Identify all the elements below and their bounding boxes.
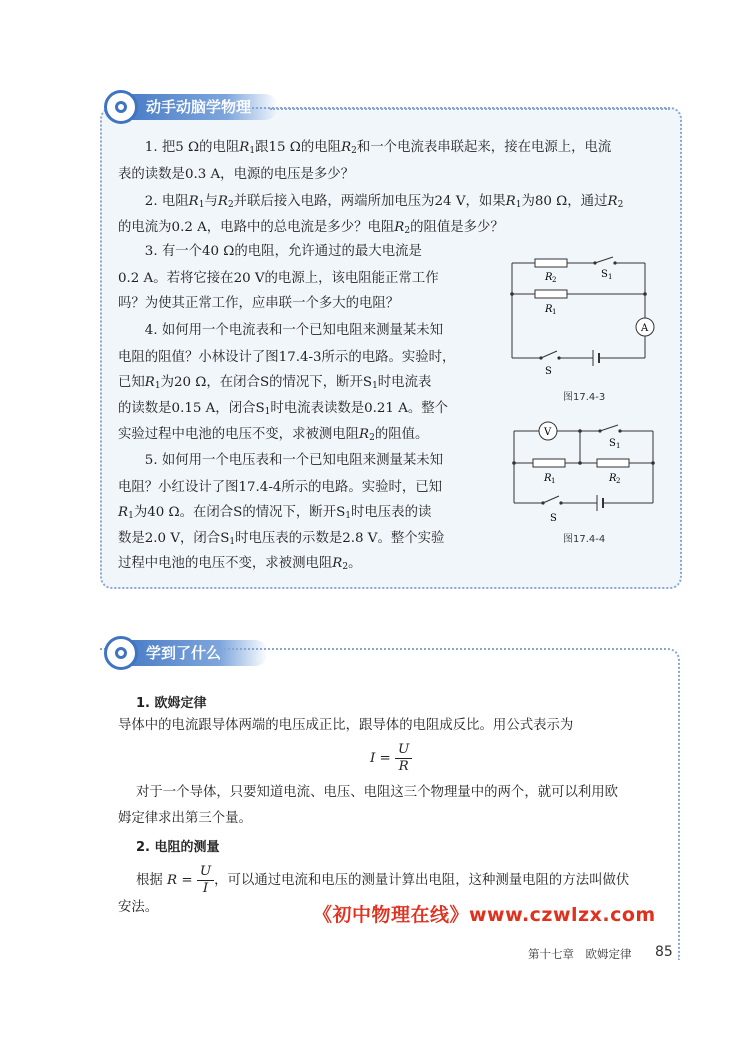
label-s1: S [601,269,608,280]
ohms-law-equation: I = $\frac{U}{R}$ [370,742,412,775]
circuit-diagram-17-4-4 [505,415,665,525]
fig2-label-r2-sub: 2 [616,477,621,485]
voltmeter-label: V [544,427,552,438]
label-r1-sub: 1 [552,308,557,316]
fig2-label-s1-sub: 1 [616,442,621,450]
page-number: 85 [655,944,673,960]
figure-caption-17-4-4: 图17.4-4 [563,534,606,545]
heading-ohms-law: 1. 欧姆定律 [136,696,207,711]
question-2: 2. 电阻$R_1$与$R_2$并联后接入电路，两端所加电压为24 V，如果$R_1$为80 Ω，通过$R_2$ [144,194,624,210]
fig2-label-s1: S [609,438,616,449]
question-5: 5. 如何用一个电压表和一个已知电阻来测量某未知 [144,453,444,468]
watermark: 《初中物理在线》www.czwlzx.com [313,904,656,926]
question-4: 4. 如何用一个电流表和一个已知电阻来测量某未知 [144,323,444,338]
question-4-line2: 电阻的阻值？小林设计了图17.4-3所示的电路。实验时， [118,350,456,365]
label-r1: R [545,304,553,315]
question-4-line5: 实验过程中电池的电压不变，求被测电阻$R_2$的阻值。 [118,427,429,443]
heading-resistance-measurement: 2. 电阻的测量 [136,840,220,855]
question-1-cont: 表的读数是0.3 A，电源的电压是多少？ [118,167,355,182]
figure-caption-17-4-3: 图17.4-3 [563,392,606,403]
ohms-law-note: 对于一个导体，只要知道电流、电压、电阻这三个物理量中的两个，就可以利用欧 [136,785,619,800]
voltammetry-paragraph-cont: 安法。 [118,900,159,915]
label-s: S [545,366,552,377]
question-5-line5: 过程中电池的电压不变，求被测电阻$R_2$。 [118,556,362,572]
chapter-footer: 第十七章 欧姆定律 [528,947,632,961]
check-pencil-icon [104,636,138,670]
ohms-law-note-cont: 姆定律求出第三个量。 [118,811,252,826]
fig2-label-r2: R [609,473,617,484]
question-3-line3: 吗？为使其正常工作，应串联一个多大的电阻？ [118,296,400,311]
question-3: 3. 有一个40 Ω的电阻，允许通过的最大电流是 [144,244,422,259]
label-r2-sub: 2 [552,276,557,284]
fig2-label-r1-sub: 1 [551,477,556,485]
question-1: 1. 把5 Ω的电阻$R_1$跟15 Ω的电阻$R_2$和一个电流表串联起来，接在电源上，电流 [144,140,612,156]
fig2-label-s: S [550,513,557,524]
question-5-line4: 数是2.0 V，闭合$S_1$时电压表的示数是2.8 V。整个实验 [118,531,445,547]
header-divider [270,108,670,110]
ammeter-label: A [641,323,649,334]
voltammetry-paragraph: 根据 R = $\frac{U}{I}$ ，可以通过电流和电压的测量计算出电阻，这种测量电阻的方法叫做伏 [136,864,630,896]
section-title: 动手动脑学物理 [146,98,252,116]
question-5-line2: 电阻？小红设计了图17.4-4所示的电路。实验时，已知 [118,480,443,495]
label-r2: R [545,272,553,283]
question-5-line3: $R_1$为40 Ω。在闭合S的情况下，断开$S_1$时电压表的读 [118,505,432,521]
target-icon [104,90,138,124]
section-title: 学到了什么 [146,644,222,662]
question-2-cont: 的电流为0.2 A，电路中的总电流是多少？电阻$R_2$的阻值是多少？ [118,220,504,236]
question-4-line3: 已知$R_1$为20 Ω，在闭合S的情况下，断开$S_1$时电流表 [118,375,432,391]
label-s1-sub: 1 [608,273,613,281]
question-3-line2: 0.2 A。若将它接在20 V的电源上，该电阻能正常工作 [118,271,439,286]
ohms-law-paragraph: 导体中的电流跟导体两端的电压成正比，跟导体的电阻成反比。用公式表示为 [118,718,574,733]
circuit-diagram-17-4-3 [505,250,665,385]
question-4-line4: 的读数是0.15 A，闭合$S_1$时电流表读数是0.21 A。整个 [118,401,449,417]
fig2-label-r1: R [544,473,552,484]
